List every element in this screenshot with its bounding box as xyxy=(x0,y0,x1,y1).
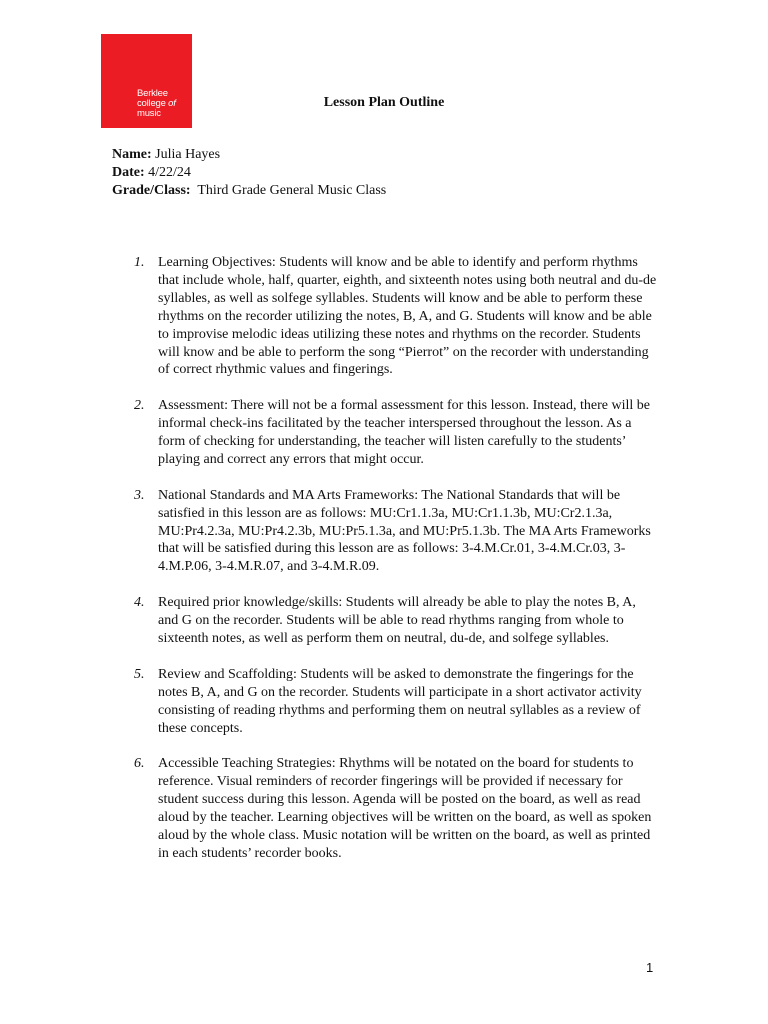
list-item-number: 4. xyxy=(134,595,145,611)
grade-value: Third Grade General Music Class xyxy=(197,183,387,198)
list-item xyxy=(112,755,657,862)
logo-line-college-of: college of xyxy=(137,98,176,109)
list-item-number: 5. xyxy=(134,666,145,682)
lesson-sections-list xyxy=(112,254,657,881)
date-row xyxy=(112,164,386,182)
name-value: Julia Hayes xyxy=(155,147,221,162)
list-item-number: 3. xyxy=(134,487,145,503)
name-row xyxy=(112,146,386,164)
list-item-text: Required prior knowledge/skills: Students will already be able to play the notes B, A, and G on the recorder. Students will be able to read rhythms ranging from whole to sixteenth notes, as well as perform them on neutral, du-de, and solfege syllables. xyxy=(158,595,636,646)
list-item-text: Assessment: There will not be a formal assessment for this lesson. Instead, there will be informal check-ins facilitated by the teacher interspersed throughout the lesson. As a form of checking for understanding, the teacher will listen carefully to the students’ playing and correct any errors that might occur. xyxy=(158,398,650,467)
lesson-meta xyxy=(112,146,386,200)
document-title: Lesson Plan Outline xyxy=(323,95,445,110)
list-item-text: Review and Scaffolding: Students will be asked to demonstrate the fingerings for the notes B, A, and G on the recorder. Students will participate in a short activator activity consisting of reading rhythms and performing them on neutral syllables as a review of these concepts. xyxy=(158,666,642,736)
grade-label: Grade/Class: xyxy=(112,183,191,198)
list-item-number: 2. xyxy=(134,398,145,414)
list-item xyxy=(112,666,657,738)
list-item-number: 6. xyxy=(134,756,145,772)
list-item xyxy=(112,594,657,648)
list-item xyxy=(112,254,657,379)
list-item-number: 1. xyxy=(134,255,145,270)
list-item xyxy=(112,487,657,577)
logo-line-berklee: Berklee xyxy=(137,88,168,99)
name-label: Name: xyxy=(112,147,152,162)
logo-line-music: music xyxy=(137,108,161,119)
grade-row xyxy=(112,182,386,200)
list-item-text: National Standards and MA Arts Frameworks: The National Standards that will be satisfied in this lesson are as follows: MU:Cr1.1.3a, MU:Cr1.1.3b, MU:Cr2.1.3a, MU:Pr4.2.3a, MU:Pr4.2.3b, MU:Pr5.1.3a, and MU:Pr5.1.3b. The MA Arts Frameworks that will be satisfied during this lesson are as follows: 3-4.M.Cr.01, 3-4.M.Cr.03, 3-4.M.P.06, 3-4.M.R.07, and 3-4.M.R.09. xyxy=(158,487,651,575)
berklee-logo xyxy=(101,34,192,128)
date-label: Date: xyxy=(112,165,145,180)
page-number: 1 xyxy=(646,960,654,975)
date-value: 4/22/24 xyxy=(148,165,191,180)
list-item-text: Learning Objectives: Students will know and be able to identify and perform rhythms that include whole, half, quarter, eighth, and sixteenth notes using both neutral and du-de syllables, as well as solfege syllables. Students will know and be able to perform these rhythms on the recorder utilizing the notes, B, A, and G. Students will know and be able to improvise melodic ideas utilizing these notes and rhythms on the recorder. Students will know and be able to perform the song “Pierrot” on the recorder with understanding of correct rhythmic values and fingerings. xyxy=(158,255,657,378)
list-item-text: Accessible Teaching Strategies: Rhythms will be notated on the board for students to reference. Visual reminders of recorder fingerings will be provided if necessary for student success during this lesson. Agenda will be posted on the board, as well as read aloud by the teacher. Learning objectives will be written on the board, as well as spoken aloud by the whole class. Music notation will be written on the board, as well as printed in each students’ recorder books. xyxy=(158,756,652,861)
list-item xyxy=(112,397,657,469)
